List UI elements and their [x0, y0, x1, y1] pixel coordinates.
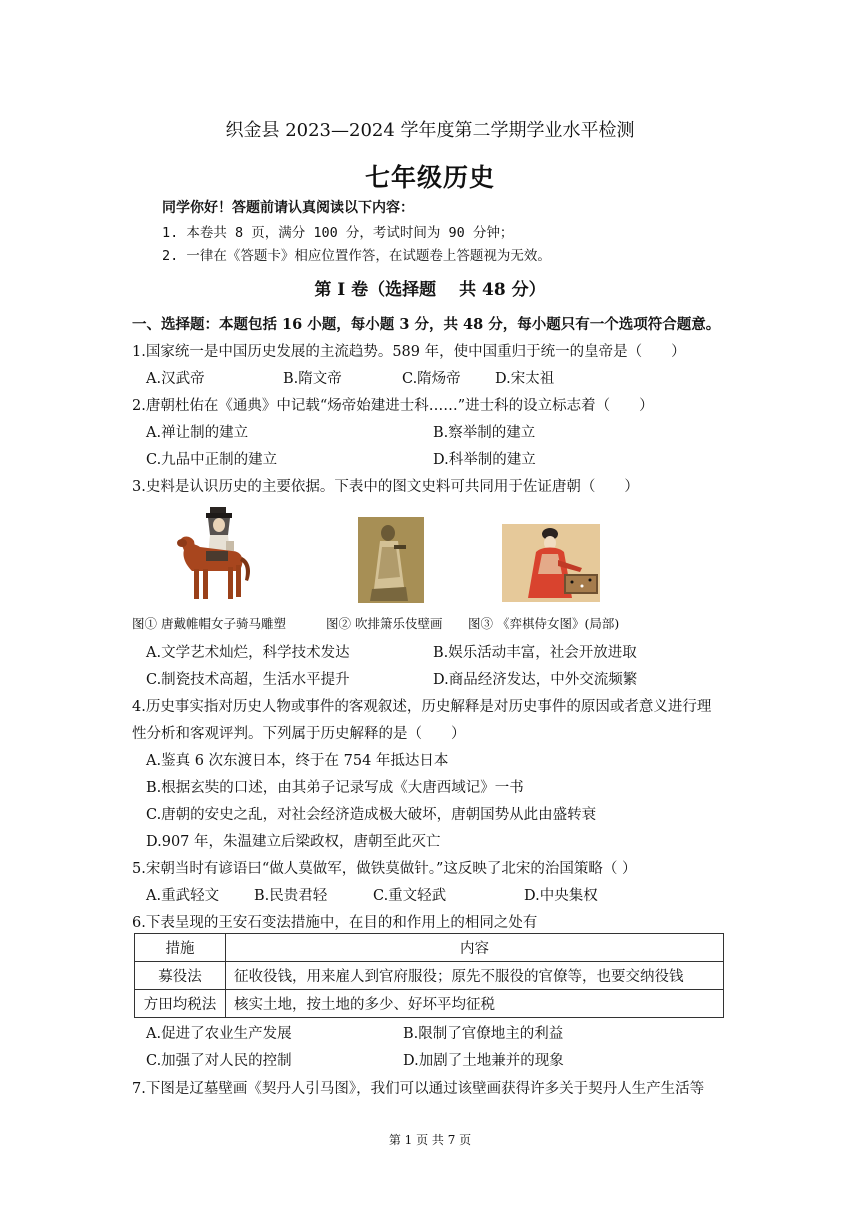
- q6-option-a: A.促进了农业生产发展: [146, 1026, 292, 1042]
- q6-option-d: D.加剧了土地兼并的现象: [403, 1053, 564, 1069]
- q3-option-a: A.文学艺术灿烂，科学技术发达: [146, 645, 350, 661]
- q1-stem: 1.国家统一是中国历史发展的主流趋势。589 年，使中国重归于统一的皇帝是（ ）: [132, 344, 686, 360]
- figure-mural-painting: [358, 517, 424, 603]
- q1-option-d: D.宋太祖: [495, 371, 555, 387]
- q2-option-b: B.察举制的建立: [433, 425, 536, 441]
- q3-option-c: C.制瓷技术高超，生活水平提升: [146, 672, 350, 688]
- notice-line-1: 1. 本卷共 8 页，满分 100 分，考试时间为 90 分钟；: [162, 225, 514, 241]
- q3-figure-1-caption: 图① 唐戴帷帽女子骑马雕塑: [132, 616, 286, 631]
- page-number: 第 1 页 共 7 页: [388, 1133, 472, 1147]
- q5-stem: 5.宋朝当时有谚语曰“做人莫做军，做铁莫做针。”这反映了北宋的治国策略（ ）: [132, 861, 637, 877]
- section-instruction: 一、选择题：本题包括 16 小题，每小题 3 分，共 48 分，每小题只有一个选项符合题意。: [132, 316, 721, 333]
- q2-option-a: A.禅让制的建立: [146, 425, 249, 441]
- q1-option-c: C.隋炀帝: [402, 371, 461, 387]
- q4-option-b: B.根据玄奘的口述，由其弟子记录写成《大唐西域记》一书: [146, 780, 524, 796]
- q5-option-d: D.中央集权: [524, 888, 598, 904]
- table-cell-content: 征收役钱，用来雇人到官府服役；原先不服役的官僚等，也要交纳役钱: [226, 962, 724, 990]
- q3-stem: 3.史料是认识历史的主要依据。下表中的图文史料可共同用于佐证唐朝（ ）: [132, 479, 639, 495]
- table-row: [135, 962, 724, 990]
- q4-option-c: C.唐朝的安史之乱，对社会经济造成极大破坏，唐朝国势从此由盛转衰: [146, 807, 597, 823]
- exam-title: 织金县 2023—2024 学年度第二学期学业水平检测: [225, 120, 635, 141]
- q6-reform-table: [134, 933, 724, 1018]
- table-header-content: 内容: [226, 934, 724, 962]
- table-row: [135, 990, 724, 1018]
- q5-option-c: C.重文轻武: [373, 888, 447, 904]
- q3-option-d: D.商品经济发达，中外交流频繁: [433, 672, 638, 688]
- section-title: 第 I 卷（选择题 共 48 分）: [314, 280, 546, 300]
- q1-option-a: A.汉武帝: [146, 371, 205, 387]
- q5-option-b: B.民贵君轻: [254, 888, 328, 904]
- figure-chess-lady-painting: [502, 524, 600, 602]
- q1-option-b: B.隋文帝: [283, 371, 342, 387]
- q4-option-a: A.鉴真 6 次东渡日本，终于在 754 年抵达日本: [146, 753, 449, 769]
- q6-option-c: C.加强了对人民的控制: [146, 1053, 292, 1069]
- q4-stem-line-1: 4.历史事实指对历史人物或事件的客观叙述，历史解释是对历史事件的原因或者意义进行理: [132, 699, 712, 715]
- q5-option-a: A.重武轻文: [146, 888, 220, 904]
- q4-stem-line-2: 性分析和客观评判。下列属于历史解释的是（ ）: [132, 726, 466, 742]
- subject-title: 七年级历史: [364, 163, 495, 192]
- q3-figure-3-caption: 图③ 《弈棋侍女图》(局部): [468, 616, 620, 631]
- notice-greeting: 同学你好！答题前请认真阅读以下内容：: [162, 200, 414, 216]
- table-cell-measure: 方田均税法: [135, 990, 226, 1018]
- notice-line-2: 2. 一律在《答题卡》相应位置作答，在试题卷上答题视为无效。: [162, 248, 551, 264]
- q2-option-c: C.九品中正制的建立: [146, 452, 278, 468]
- q4-option-d: D.907 年，朱温建立后梁政权，唐朝至此灭亡: [146, 834, 441, 850]
- table-cell-measure: 募役法: [135, 962, 226, 990]
- q3-figure-2-caption: 图② 吹排箫乐伎壁画: [326, 616, 443, 631]
- table-header-row: [135, 934, 724, 962]
- table-header-measure: 措施: [135, 934, 226, 962]
- q2-option-d: D.科举制的建立: [433, 452, 536, 468]
- q7-stem: 7.下图是辽墓壁画《契丹人引马图》，我们可以通过该壁画获得许多关于契丹人生产生活等: [132, 1081, 705, 1097]
- figure-horse-rider-statue: [170, 505, 256, 605]
- q3-option-b: B.娱乐活动丰富，社会开放进取: [433, 645, 637, 661]
- table-cell-content: 核实土地，按土地的多少、好坏平均征税: [226, 990, 724, 1018]
- q6-option-b: B.限制了官僚地主的利益: [403, 1026, 564, 1042]
- q2-stem: 2.唐朝杜佑在《通典》中记载“炀帝始建进士科……”进士科的设立标志着（ ）: [132, 398, 654, 414]
- q6-stem: 6.下表呈现的王安石变法措施中，在目的和作用上的相同之处有: [132, 915, 538, 931]
